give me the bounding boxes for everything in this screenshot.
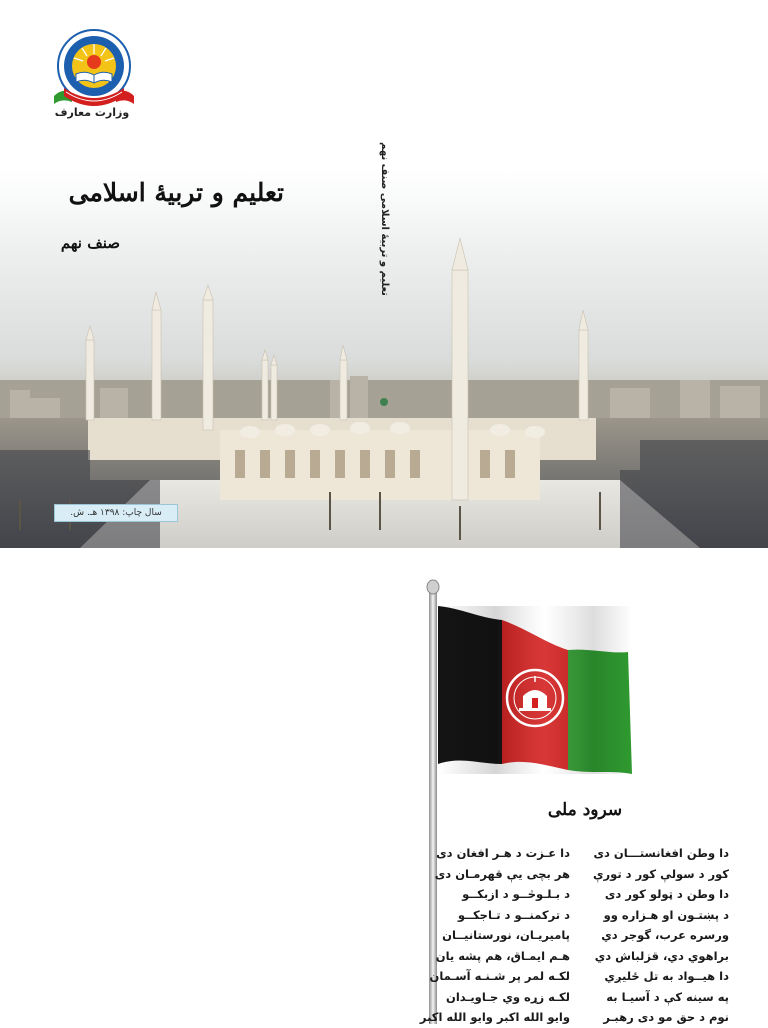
anthem-line: هر بچی یې قهرمـان دی (434, 866, 570, 881)
anthem-line: دا وطن د ټولو کور دی (604, 887, 729, 901)
ministry-caption: وزارت معارف (54, 106, 130, 119)
anthem-right-column (592, 843, 729, 1028)
anthem-line: پامیریـان، نورستانیــان (442, 928, 570, 942)
anthem-line: دا وطن افغانستـــان دی (593, 846, 729, 860)
spine-text: تعلیم و تربیهٔ اسلامی صنف نهم (379, 142, 390, 296)
anthem-line: وایو الله اکبر وایو الله اکبر (419, 1010, 570, 1024)
anthem-line: کور د سولې کور د تورې (592, 866, 729, 881)
anthem-line: براهوي دي، قزلباش دي (594, 948, 729, 963)
anthem-line: دا هیــواد به تل ځلیږي (604, 969, 729, 983)
anthem-left-column (419, 843, 570, 1028)
grade-label: صنف نهم (60, 234, 120, 252)
anthem-line: په سینه کې د آسیـا به (606, 989, 729, 1004)
anthem-line: لکـه لمر پر شـنـه آسـمان (429, 969, 570, 983)
anthem-line: د پښتـون او هـزاره وو (603, 907, 729, 922)
anthem-title: سرود ملی (547, 800, 623, 820)
anthem-line: د ترکمنــو د تـاجکــو (457, 907, 570, 922)
book-title: تعلیم و تربیهٔ اسلامی (68, 178, 284, 207)
anthem-line: دا عـزت د هـر افغان دی (436, 846, 570, 860)
anthem-line: نوم د حق مو دی رهبـر (603, 1010, 729, 1024)
print-year-box: سال چاپ: ۱۳۹۸ هـ. ش. (54, 504, 178, 522)
mosque-photo (0, 230, 768, 548)
anthem-line: هـم ایمـاق، هم پشه یان (435, 948, 570, 963)
anthem-line: لکـه زړه وي جـاویـدان (446, 989, 570, 1004)
anthem-line: د بـلـوڅــو د ازبکــو (462, 887, 570, 901)
anthem-line: ورسره عرب، گوجر دي (601, 928, 729, 942)
